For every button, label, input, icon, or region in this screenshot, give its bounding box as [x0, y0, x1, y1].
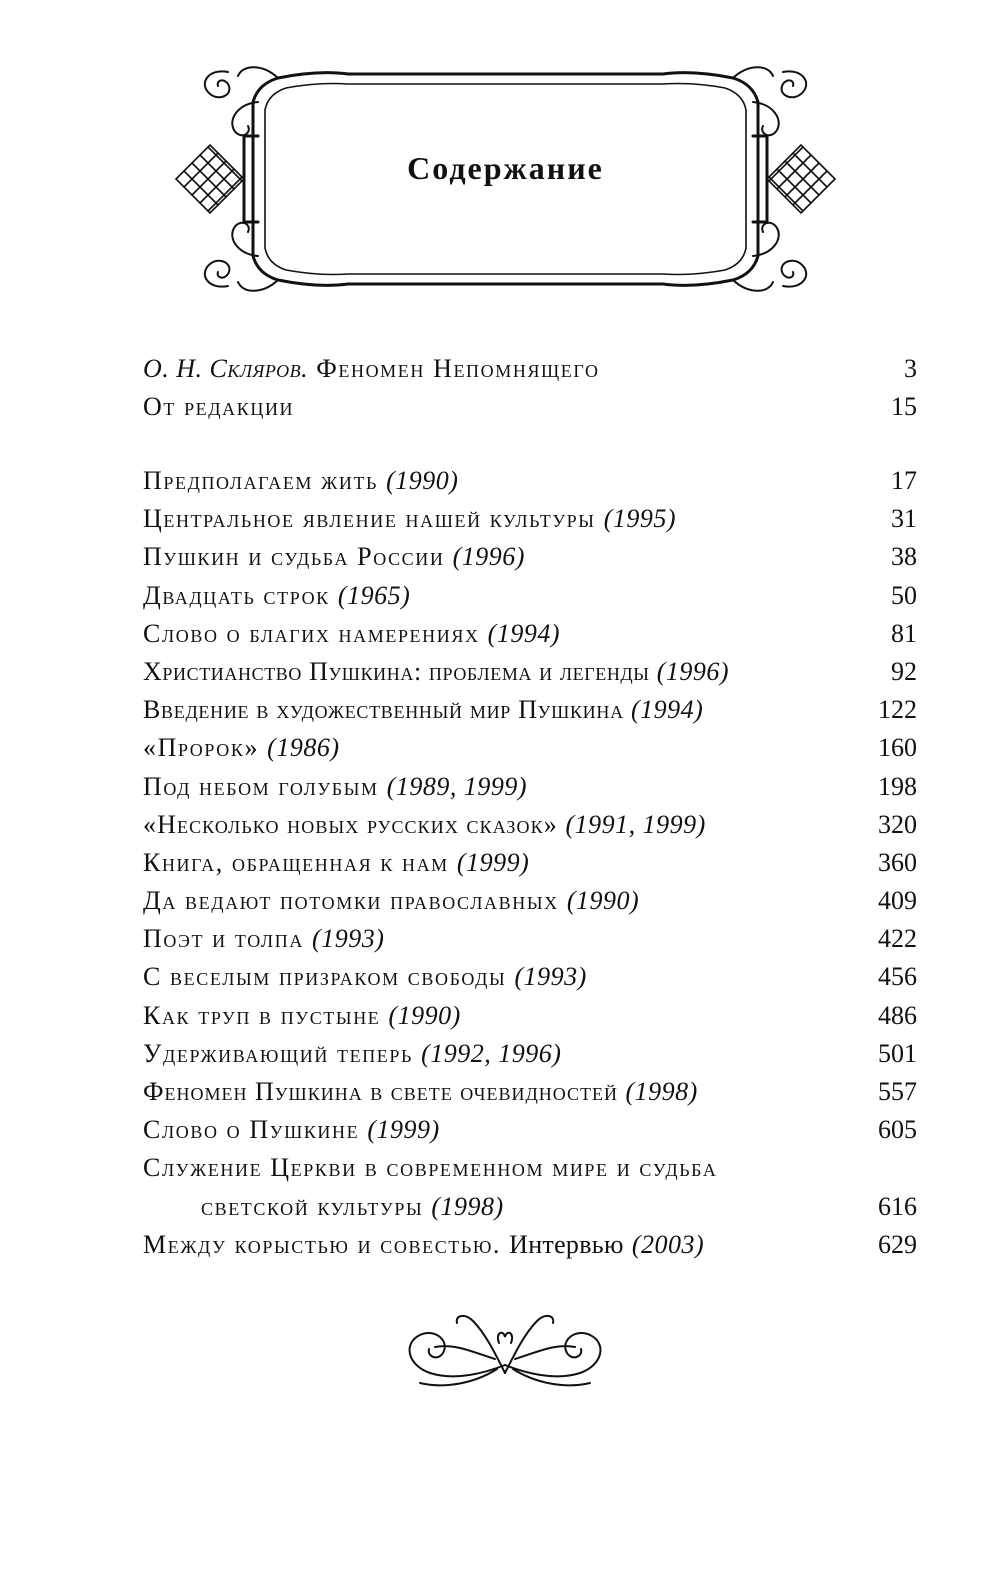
toc-entry-title: Предполагаем жить (1990) [143, 466, 459, 495]
toc-entry[interactable] [143, 958, 917, 996]
toc-entry-page: 422 [878, 924, 917, 954]
toc-entry-page: 38 [891, 542, 917, 572]
toc-entry-page: 92 [891, 656, 917, 686]
toc-entry-title [143, 350, 600, 388]
toc-entry-page: 409 [878, 886, 917, 916]
toc-entry-year: 1994 [640, 695, 695, 725]
toc-entry-title-text: Центральное явление нашей культуры [143, 504, 596, 534]
toc-entry-title: Центральное явление нашей культуры (1995) [143, 504, 677, 534]
toc-entry-title: «Несколько новых русских сказок» (1991, 1999) [143, 809, 706, 839]
toc-entry[interactable] [143, 615, 917, 653]
toc-entry-year: 1998 [440, 1191, 495, 1221]
flourish-ornament [395, 1303, 615, 1391]
toc-entry-year: 1990 [395, 466, 450, 495]
toc-entry-page: 605 [878, 1115, 917, 1145]
toc-entry-page: 198 [878, 771, 917, 801]
toc-entry-page: 629 [878, 1229, 917, 1259]
toc-entry-year: 1992, 1996 [430, 1038, 553, 1068]
toc-entry-title-text: Христианство Пушкина: проблема и легенды [143, 656, 650, 686]
toc-entry-title: Слово о благих намерениях (1994) [143, 618, 561, 648]
toc-entry-title: светской культуры (1998) [201, 1191, 504, 1221]
toc-entry-title: От редакции [143, 392, 295, 422]
toc-entry-page: 17 [891, 466, 917, 495]
toc-entry-title-text: Двадцать строк [143, 580, 330, 610]
toc-entry[interactable] [143, 350, 917, 388]
toc-entry-title-text: Введение в художественный мир Пушкина [143, 695, 624, 725]
toc-entry-title: Под небом голубым (1989, 1999) [143, 771, 528, 801]
toc-entry-title-text: Слово о благих намерениях [143, 618, 480, 648]
toc-entry-title: Слово о Пушкине (1999) [143, 1115, 440, 1145]
toc-entry-page: 81 [891, 618, 917, 648]
toc-entry-page: 557 [878, 1077, 917, 1106]
toc-entry-year: 1999 [376, 1115, 431, 1145]
toc-entry-title: Двадцать строк (1965) [143, 580, 411, 610]
toc-entry[interactable] [143, 729, 917, 767]
toc-entry-title-text: С веселым призраком свободы [143, 962, 507, 992]
toc-entry-page: 3 [904, 354, 917, 383]
toc-entry-page: 616 [878, 1191, 917, 1221]
toc-entry-title-line1: Служение Церкви в современном мире и судьба [143, 1153, 718, 1183]
toc-entry-page: 31 [891, 504, 917, 534]
toc-entry-title: «Пророк» (1986) [143, 733, 340, 763]
toc-entry-title: Поэт и толпа (1993) [143, 924, 385, 954]
toc-entry[interactable] [143, 806, 917, 844]
toc-entry-year: 1996 [461, 542, 516, 572]
toc-entry-title-text: Да ведают потомки православных [143, 886, 559, 916]
toc-entry[interactable] [143, 920, 917, 958]
toc-entry-year: 1986 [276, 733, 331, 763]
toc-entry[interactable] [143, 997, 917, 1035]
toc-entry-title-text: Феномен Пушкина в свете очевидностей [143, 1077, 618, 1106]
toc-entry-year: 1991, 1999 [574, 809, 697, 839]
toc-entry-page: 320 [878, 809, 917, 839]
toc-entry-title-line2: светской культуры [201, 1191, 424, 1221]
toc-entry-title: Да ведают потомки православных (1990) [143, 886, 640, 916]
toc-entry-title: С веселым призраком свободы (1993) [143, 962, 587, 992]
toc-entry[interactable] [143, 882, 917, 920]
toc-entry-year: 1990 [576, 886, 631, 916]
toc-entry[interactable] [143, 388, 917, 426]
toc-entry-title-text: «Несколько новых русских сказок» [143, 809, 558, 839]
toc-entry-title-text: Как труп в пустыне [143, 1000, 381, 1030]
toc-entry[interactable] [143, 577, 917, 615]
toc-entry[interactable] [143, 538, 917, 576]
toc-entry[interactable] [143, 768, 917, 806]
toc-entry-year: 1994 [496, 618, 551, 648]
page-title: Содержание [407, 150, 604, 186]
toc-entry-title-suffix: Интервью [509, 1229, 624, 1259]
toc-entry-page: 456 [878, 962, 917, 992]
toc-entry-title-text: Между корыстью и совестью. [143, 1229, 502, 1259]
toc-entry[interactable] [143, 1073, 917, 1111]
toc-entry-year: 2003 [640, 1229, 695, 1259]
flourish-icon [395, 1303, 615, 1391]
toc-entry-title-text: «Пророк» [143, 733, 260, 763]
toc-entry-page: 486 [878, 1000, 917, 1030]
toc-entry-title: Введение в художественный мир Пушкина (1994) [143, 695, 704, 725]
toc-entry-title-text: Феномен Непомнящего [316, 354, 600, 383]
toc-entry-year: 1996 [665, 656, 720, 686]
toc-entry-title: Пушкин и судьба России (1996) [143, 542, 525, 572]
toc-entry-page: 360 [878, 847, 917, 877]
toc-entry-page: 15 [891, 392, 917, 422]
title-frame [168, 64, 843, 294]
toc-entry-page: 160 [878, 733, 917, 763]
toc-entry[interactable] [143, 500, 917, 538]
toc-entry[interactable] [143, 1111, 917, 1149]
toc-entry-title: Как труп в пустыне (1990) [143, 1000, 461, 1030]
toc-entry[interactable] [143, 653, 917, 691]
toc-entry[interactable] [143, 691, 917, 729]
toc-entry[interactable] [143, 462, 917, 500]
toc-entry-title: Феномен Пушкина в свете очевидностей (1998) [143, 1077, 698, 1106]
toc-entry-title-text: Предполагаем жить [143, 466, 378, 495]
toc-entry[interactable] [143, 1035, 917, 1073]
toc-list [143, 462, 917, 1264]
toc-entry-year: 1965 [347, 580, 402, 610]
toc-entry-year: 1998 [634, 1077, 689, 1106]
toc-entry[interactable] [143, 1149, 917, 1187]
toc-entry-year: 1993 [321, 924, 376, 954]
toc-entry-title-text: Пушкин и судьба России [143, 542, 445, 572]
toc-intro [143, 350, 917, 426]
toc-entry-title: Между корыстью и совестью. Интервью (2003) [143, 1229, 705, 1259]
toc-entry-page: 50 [891, 580, 917, 610]
toc-entry-page: 501 [878, 1038, 917, 1068]
toc-entry[interactable] [143, 844, 917, 882]
toc-entry-year: 1995 [612, 504, 667, 534]
toc-entry-page: 122 [878, 695, 917, 725]
toc-entry-title-text: Поэт и толпа [143, 924, 304, 954]
toc-entry-continued[interactable] [143, 1188, 917, 1226]
toc-entry-year: 1989, 1999 [395, 771, 518, 801]
toc-entry-title-text: Удерживающий теперь [143, 1038, 413, 1068]
toc-entry-title: Удерживающий теперь (1992, 1996) [143, 1038, 562, 1068]
toc-entry-title: Христианство Пушкина: проблема и легенды (1996) [143, 656, 730, 686]
toc-entry-year: 1993 [523, 962, 578, 992]
toc-entry-title: Книга, обращенная к нам (1999) [143, 847, 530, 877]
toc-entry-title-text: Слово о Пушкине [143, 1115, 360, 1145]
toc-entry-year: 1990 [397, 1000, 452, 1030]
toc-entry-author: О. Н. Скляров. [143, 354, 309, 383]
toc-entry-title-text: Книга, обращенная к нам [143, 847, 449, 877]
toc-entry[interactable] [143, 1226, 917, 1264]
toc-entry-title-text: Под небом голубым [143, 771, 379, 801]
toc-entry-year: 1999 [466, 847, 521, 877]
